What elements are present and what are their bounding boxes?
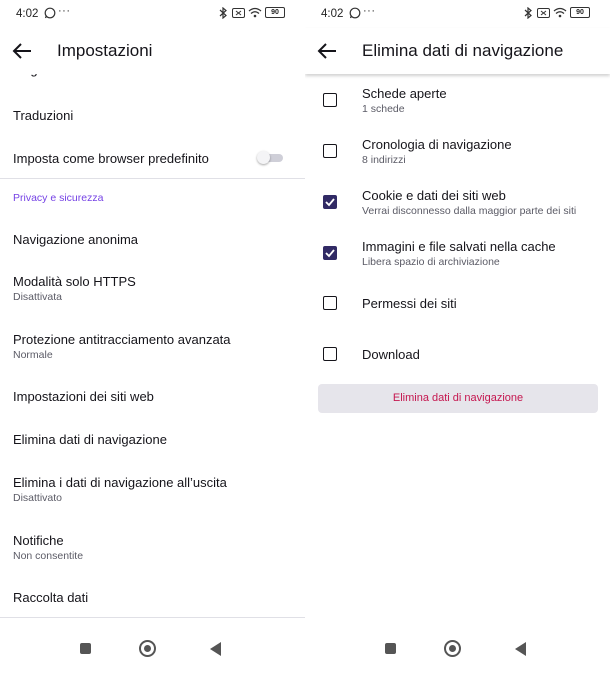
settings-item-delete-browsing-data[interactable]: Elimina dati di navigazione bbox=[13, 432, 167, 447]
more-notifications-icon: ··· bbox=[58, 5, 71, 17]
whatsapp-icon bbox=[44, 7, 56, 19]
default-browser-toggle[interactable] bbox=[257, 151, 283, 164]
checkbox-browsing-history[interactable] bbox=[323, 144, 337, 158]
checkmark-icon bbox=[325, 197, 335, 207]
divider bbox=[0, 178, 305, 179]
settings-item-tracking-protection[interactable]: Protezione antitracciamento avanzata Normale bbox=[13, 332, 231, 361]
status-time: 4:02 bbox=[321, 8, 344, 20]
mute-icon bbox=[537, 8, 550, 18]
home-button[interactable] bbox=[139, 640, 156, 657]
settings-item-delete-on-quit[interactable]: Elimina i dati di navigazione all’uscita Disattivato bbox=[13, 475, 227, 504]
status-bar bbox=[0, 0, 305, 28]
option-browsing-history[interactable]: Cronologia di navigazione 8 indirizzi bbox=[305, 135, 610, 169]
system-back-button[interactable] bbox=[515, 642, 526, 656]
mute-icon bbox=[232, 8, 245, 18]
status-time: 4:02 bbox=[16, 8, 39, 20]
checkbox-site-permissions[interactable] bbox=[323, 296, 337, 310]
settings-item-data-collection[interactable]: Raccolta dati bbox=[13, 590, 89, 605]
settings-item-default-browser[interactable]: Imposta come browser predefinito bbox=[0, 143, 305, 173]
settings-item-private-browsing[interactable]: Navigazione anonima bbox=[13, 232, 139, 247]
home-button[interactable] bbox=[444, 640, 461, 657]
page-title: Elimina dati di navigazione bbox=[362, 41, 564, 60]
settings-item-https-only[interactable]: Modalità solo HTTPS Disattivata bbox=[13, 274, 136, 303]
recents-button[interactable] bbox=[80, 643, 91, 654]
checkbox-cookies[interactable] bbox=[323, 195, 337, 209]
checkbox-downloads[interactable] bbox=[323, 347, 337, 361]
wifi-icon bbox=[248, 7, 262, 18]
recents-button[interactable] bbox=[385, 643, 396, 654]
system-nav-bar bbox=[0, 630, 305, 678]
battery-icon: 90 bbox=[265, 7, 285, 18]
system-nav-bar bbox=[305, 630, 610, 678]
bluetooth-icon bbox=[218, 7, 228, 19]
divider bbox=[0, 617, 305, 618]
whatsapp-icon bbox=[349, 7, 361, 19]
option-open-tabs[interactable]: Schede aperte 1 schede bbox=[305, 84, 610, 118]
option-cookies[interactable]: Cookie e dati dei siti web Verrai disconnesso dalla maggior parte dei siti bbox=[305, 186, 610, 220]
section-header-privacy: Privacy e sicurezza bbox=[13, 192, 104, 204]
settings-item-notifications[interactable]: Notifiche Non consentite bbox=[13, 533, 84, 562]
status-bar bbox=[305, 0, 610, 28]
delete-browsing-data-screen bbox=[305, 0, 610, 678]
option-site-permissions[interactable]: Permessi dei siti bbox=[305, 288, 610, 318]
app-bar bbox=[305, 28, 610, 74]
checkbox-open-tabs[interactable] bbox=[323, 93, 337, 107]
app-bar bbox=[0, 28, 305, 74]
back-arrow-icon[interactable] bbox=[12, 42, 32, 60]
back-arrow-icon[interactable] bbox=[317, 42, 337, 60]
settings-item-site-settings[interactable]: Impostazioni dei siti web bbox=[13, 389, 154, 404]
checkbox-cached-images[interactable] bbox=[323, 246, 337, 260]
checkmark-icon bbox=[325, 248, 335, 258]
option-downloads[interactable]: Download bbox=[305, 339, 610, 369]
option-cached-images[interactable]: Immagini e file salvati nella cache Libera spazio di archiviazione bbox=[305, 237, 610, 271]
battery-icon: 90 bbox=[570, 7, 590, 18]
settings-item-translations[interactable]: Traduzioni bbox=[13, 108, 74, 123]
page-title: Impostazioni bbox=[57, 41, 153, 60]
toggle-knob bbox=[257, 151, 270, 164]
system-back-button[interactable] bbox=[210, 642, 221, 656]
delete-browsing-data-button[interactable]: Elimina dati di navigazione bbox=[318, 384, 598, 413]
bluetooth-icon bbox=[523, 7, 533, 19]
more-notifications-icon: ··· bbox=[363, 5, 376, 17]
wifi-icon bbox=[553, 7, 567, 18]
